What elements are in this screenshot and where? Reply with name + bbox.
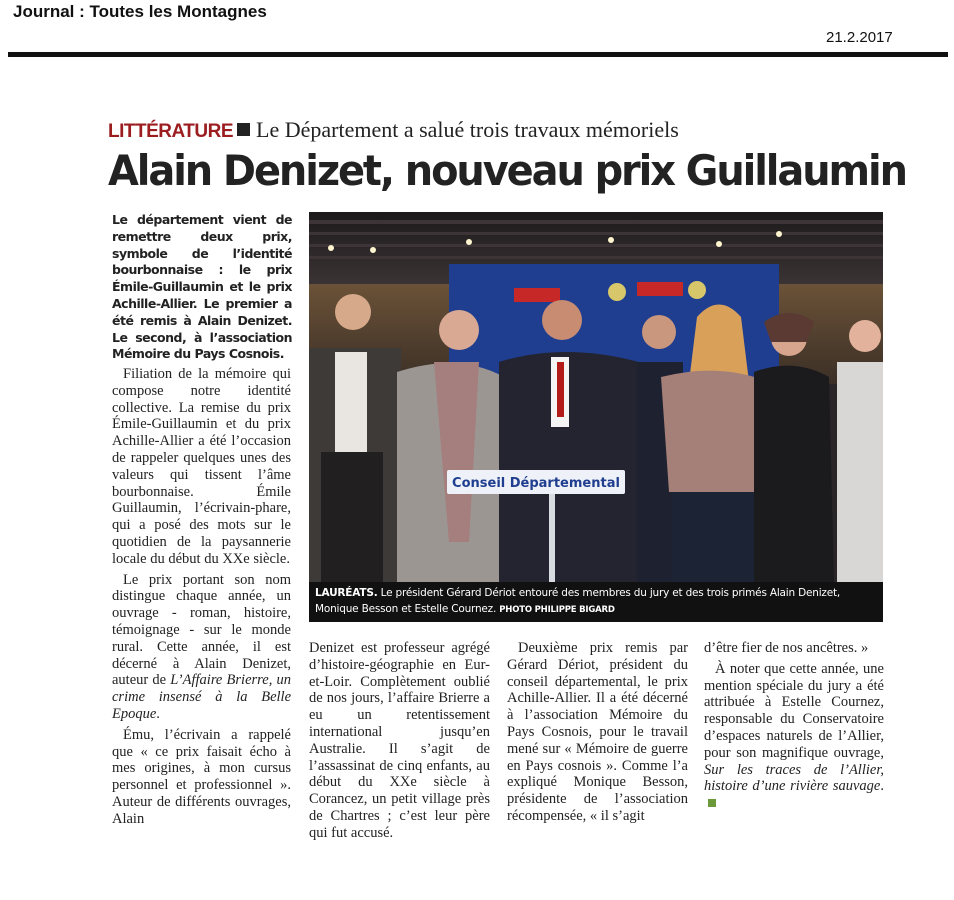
article-lede: Le département vient de remettre deux prix, symbole de l’identité bourbonnaise : le prix Émile-Guillaumin et le prix Achille-Allier. Le premier a été remis à Alain Denizet. Le second, à l’association Mémoire du Pays Cosnois. (112, 212, 292, 362)
caption-text: Le président Gérard Dériot entouré des membres du jury et des trois primés Alain Denizet, Monique Besson et Estelle Cournez. (315, 587, 841, 615)
paragraph (704, 661, 884, 812)
square-separator-icon (237, 123, 250, 136)
photo-caption (315, 585, 877, 618)
publication-date: 21.2.2017 (826, 29, 893, 46)
rubric-label: LITTÉRATURE (108, 121, 234, 142)
article-title: Alain Denizet, nouveau prix Guillaumin (108, 146, 906, 195)
body-column-2 (309, 640, 490, 846)
photo-credit: PHOTO PHILIPPE BIGARD (499, 605, 615, 615)
article-kicker (108, 117, 679, 143)
photo-banner-text: Conseil Départemental (452, 476, 620, 491)
paragraph: Denizet est professeur agrégé d’histoire-géographie en Eur-et-Loir. Complètement oublié de nos jours, l’affaire Brierre a eu un retentissement international jusqu’en Australie. Il s’agit de l’assassinat de cinq enfants, au début du XXe siècle à Corancez, un petit village près de Chartres ; c’est leur père qui fut accusé. (309, 640, 490, 841)
book-title: L’Affaire Brierre, un crime insensé à la Belle Epoque (112, 672, 291, 722)
end-mark-icon (708, 799, 716, 807)
paragraph-text: . (156, 705, 160, 722)
caption-lead: LAURÉATS. (315, 587, 378, 599)
paragraph: d’être fier de nos ancêtres. » (704, 640, 869, 656)
kicker-text: Le Département a salué trois travaux mémoriels (256, 117, 679, 142)
article-photo (309, 212, 883, 622)
photo-illustration (309, 212, 883, 622)
body-column-4 (704, 640, 884, 816)
paragraph-text: Le prix portant son nom distingue chaque année, un ouvrage - roman, histoire, témoignage - sur le monde rural. Cette année, il est décerné à Alain Denizet, auteur de (112, 571, 291, 689)
journal-name: Journal : Toutes les Montagnes (13, 2, 267, 21)
paragraph: Filiation de la mémoire qui compose notre identité collective. La remise du prix Émile-Guillaumin et du prix Achille-Allier a été l’occasion de rappeler quelques unes des valeurs qui tissent l’âme bourbonnaise. Émile Guillaumin, l’écrivain-phare, qui a posé des mots sur le quotidien de la paysannerie locale du début du XXe siècle. (112, 366, 291, 567)
paragraph: Ému, l’écrivain a rappelé que « ce prix faisait écho à mes origines, à mon cursus personnel et professionnel ». Auteur de différents ouvrages, Alain (112, 726, 291, 827)
book-title: Sur les traces de l’Allier, histoire d’une rivière sauvage (704, 761, 884, 795)
header-rule (8, 52, 948, 57)
body-column-1 (112, 366, 291, 832)
body-column-3 (507, 640, 688, 829)
paragraph (112, 572, 291, 723)
paragraph-text: . (880, 778, 884, 795)
photo-caption-bar (309, 582, 883, 622)
paragraph: Deuxième prix remis par Gérard Dériot, président du conseil départemental, le prix Achille-Allier. Il a été décerné à l’association Mémoire du Pays Cosnois, pour le travail mené sur « Mémoire de guerre en Pays cosnois ». Comme l’a expliqué Monique Besson, présidente de l’association récompensée, « il s’agit (507, 640, 688, 824)
paragraph-text: À noter que cette année, une mention spéciale du jury a été attribuée à Estelle Cournez, responsable du Conservatoire d’espaces naturels de l’Allier, pour son magnifique ouvrage, (704, 660, 884, 761)
